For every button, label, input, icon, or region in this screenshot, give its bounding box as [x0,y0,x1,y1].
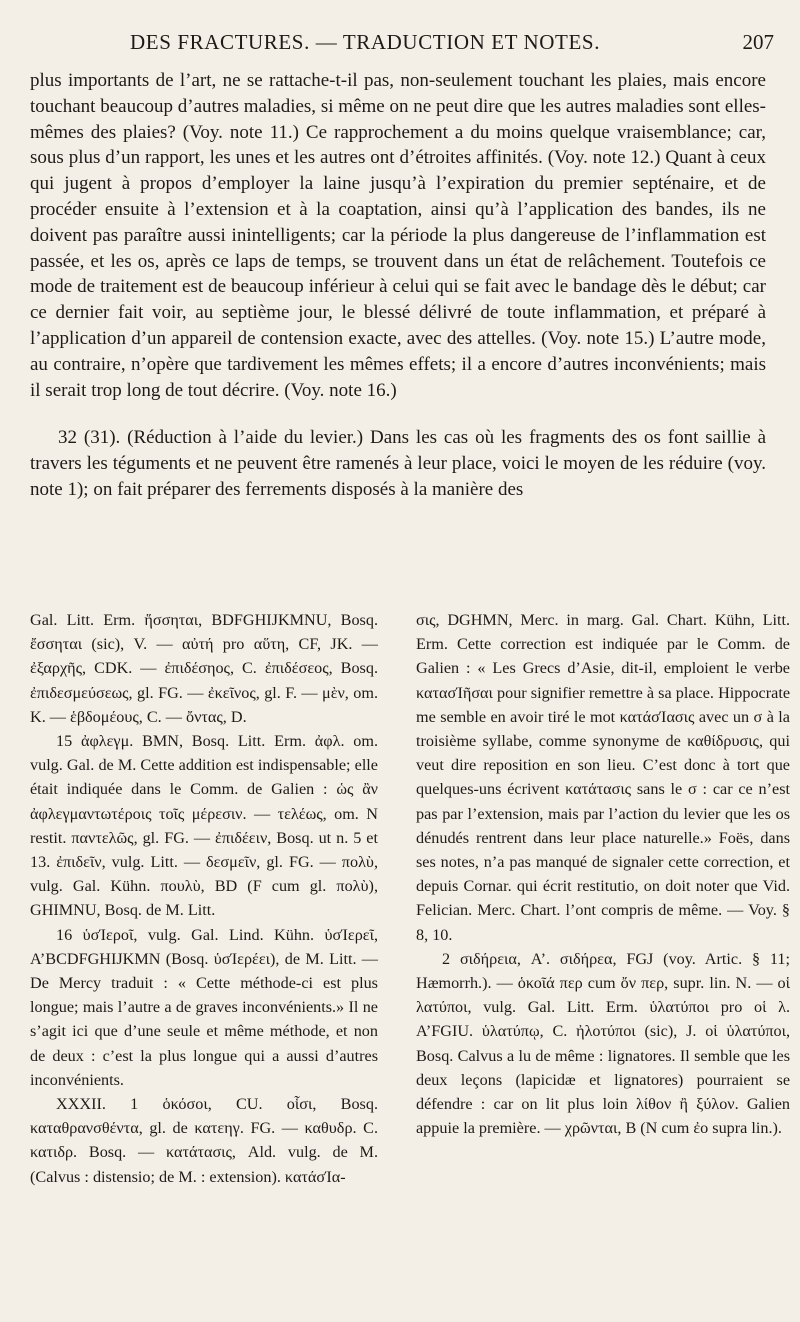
footnotes-right-column [416,608,790,1140]
main-paragraph-2: 32 (31). (Réduction à l’aide du levier.) Dans les cas où les fragments des os font saillie à travers les téguments et ne peuvent être ramenés à leur place, voici le moyen de les réduire (voy. note 1); on fait préparer des ferrements disposés à la manière des [30,427,766,500]
page-number: 207 [742,30,774,54]
footnotes-left-column [30,608,378,1189]
main-text [30,68,766,503]
footnote-15: 15 ἀφλεγμ. BMN, Bosq. Litt. Erm. ἀφλ. om. vulg. Gal. de M. Cette addition est indispensable; elle était indiquée dans le Comm. de Galien : ὡς ἂν ἀφλεγμαντωτέροις τοῖς μέρεσιν. — τελέως, om. N restit. παντελῶς, gl. FG. — ἐπιδέειν, Bosq. ut n. 5 et 13. ἐπιδεῖν, vulg. Litt. — δεσμεῖν, gl. FG. — πολὺ, vulg. Gal. Kühn. πουλὺ, BD (F cum gl. πολὺ), GHIMNU, Bosq. de M. Litt. [30,732,378,920]
running-head [130,30,774,56]
footnote-xxxii-2: 2 σιδήρεια, A’. σιδήρεα, FGJ (voy. Artic. § 11; Hæmorrh.). — ὁκοῖά περ cum ὄν περ, supr. lin. N. — οἱ λατύποι, vulg. Gal. Litt. Erm. ὑλατύποι pro οἱ λ. A’FGIU. ὑλατύπῳ, C. ἠλοτύποι (sic), J. οἱ ὑλατύποι, Bosq. Calvus a lu de même : lignatores. Il semble que les deux leçons (lapicidæ et lignatores) pourraient se défendre : car on lit plus loin λίθον ἢ ξύλον. Galien appuie la première. — χρῶνται, B (N cum ἐο supra lin.). [416,949,790,1138]
footnote-16: 16 ὑσΊεροῖ, vulg. Gal. Lind. Kühn. ὑσΊερεῖ, A’BCDFGHIJKMN (Bosq. ὑσΊερέει), de M. Litt. — De Mercy traduit : « Cette méthode-ci est plus longue; mais l’autre a de graves inconvénients.» Il ne s’agit ici que d’une seule et même méthode, et non de deux : c’est la plus longue qui a aussi d’autres inconvénients. [30,925,378,1089]
footnote-xxxii-1: XXXII. 1 ὁκόσοι, CU. οἷσι, Bosq. καταθρανσθέντα, gl. de κατεηγ. FG. — καθυδρ. C. κατιδρ. Bosq. — κατάτασις, Ald. vulg. de M. (Calvus : distensio; de M. : extension). κατάσΊα- [30,1095,378,1186]
footnote-continuation: Gal. Litt. Erm. ἥσσηται, BDFGHIJKMNU, Bosq. ἔσσηται (sic), V. — αὐτή pro αὕτη, CF, JK. — ἐξαρχῆς, CDK. — ἐπιδέσηος, C. ἐπιδέσεος, Bosq. ἐπιδεσμεύσεως, gl. FG. — ἐκεῖνος, gl. F. — μὲν, om. K. — ἑβδομέους, C. — ὄντας, D. [30,611,378,726]
main-paragraph-1: plus importants de l’art, ne se rattache-t-il pas, non-seulement touchant les plaies, mais encore touchant beaucoup d’autres maladies, si même on ne peut dire que les autres maladies sont elles-mêmes des plaies? (Voy. note 11.) Ce rapprochement a du moins quelque vraisemblance; car, sous plus d’un rapport, les unes et les autres ont d’étroites affinités. (Voy. note 12.) Quant à ceux qui jugent à propos d’employer la laine jusqu’à l’expiration du premier septénaire, et de procéder ensuite à l’extension et à la coaptation, ainsi qu’à l’application des bandes, ils ne doivent pas paraître aussi inintelligents; car la période la plus dangereuse de l’inflammation est passée, et les os, après ce laps de temps, se trouvent dans un état de relâchement. Toutefois ce mode de traitement est de beaucoup inférieur à celui qui se fait avec le bandage dès le début; car ce dernier fait voir, au septième jour, le blessé délivré de toute inflammation, et préparé à l’application d’un appareil de contension exacte, avec des attelles. (Voy. note 15.) L’autre mode, au contraire, n’opère que tardivement les mêmes effets; il a encore d’autres inconvénients; mais il serait trop long de tout décrire. (Voy. note 16.) [30,70,766,401]
running-head-title: DES FRACTURES. — TRADUCTION ET NOTES. [130,30,601,54]
footnote-xxxii-1-continued: σις, DGHMN, Merc. in marg. Gal. Chart. Kühn, Litt. Erm. Cette correction est indiquée par le Comm. de Galien : « Les Grecs d’Asie, dit-il, emploient le verbe κατασΊῆσαι pour signifier remettre à sa place. Hippocrate me semble en avoir tiré le mot κατάσΊασις avec un σ à la troisième syllabe, comme synonyme de καθίδρυσις, qui veut dire reposition en son lieu. C’est donc à tort que quelques-uns écrivent κατάτασις sans le σ : car ce n’est pas par l’extension, mais par l’action du levier que les os dénudés rentrent dans leur place naturelle.» Foës, dans ses notes, n’a pas manqué de signaler cette correction, et depuis Cornar. qui écrit restitutio, on doit noter que Vid. Felician. Merc. Chart. l’ont compris de même. — Voy. § 8, 10. [416,611,790,944]
